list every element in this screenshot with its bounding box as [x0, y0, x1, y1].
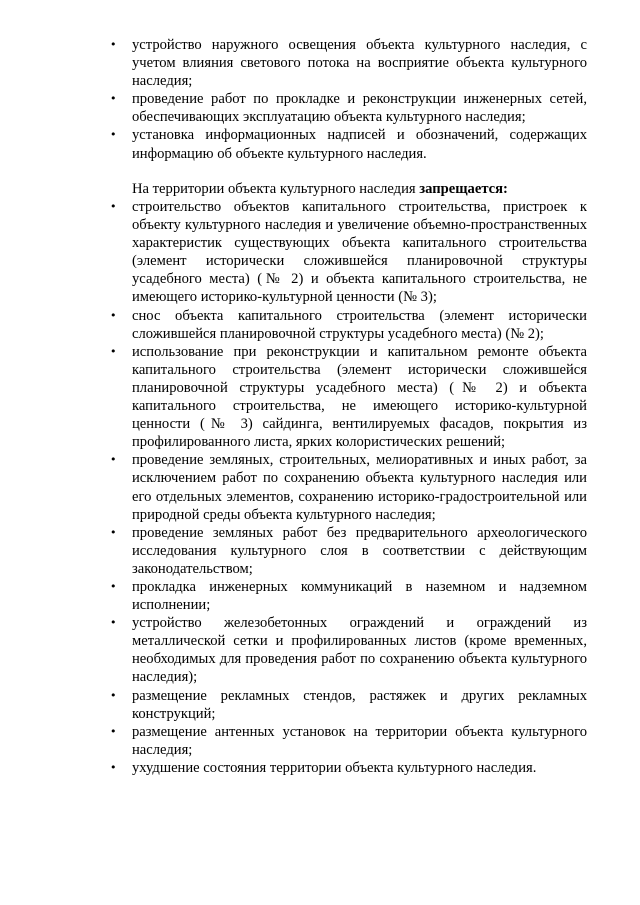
bullet-icon: • [110, 760, 117, 774]
bullet-icon: • [110, 200, 117, 213]
prohibited-intro [132, 180, 587, 198]
bullet-icon: • [110, 724, 117, 738]
list-item [110, 759, 587, 777]
bullet-icon: • [110, 453, 117, 467]
list-item-text: проведение земляных работ без предварительного археологического исследования культурного слоя в соответствии с действующим законодательством; [132, 524, 587, 577]
list-item-text: снос объекта капитального строительства (элемент исторически сложившейся планировочной структуры усадебного места) (№ 2); [132, 307, 587, 342]
bullet-icon: • [110, 688, 117, 702]
prohibited-intro-text: На территории объекта культурного наследия [132, 181, 420, 197]
list-item [110, 614, 587, 686]
list-item [110, 126, 587, 162]
permitted-works-list [110, 36, 587, 163]
list-item [110, 343, 587, 452]
list-item [110, 36, 587, 90]
list-item-text: использование при реконструкции и капитальном ремонте объекта капитального строительства (элемент исторически сложившейся планировочной структуры усадебного места) (№ 2) и объекта капитального строительства, не имеющего историко-культурной ценности (№ 3) сайдинга, вентилируемых фасадов, покрытия из профилированного листа, ярких колористических решений; [132, 343, 587, 451]
list-item-text: установка информационных надписей и обозначений, содержащих информацию об объекте культурного наследия. [132, 127, 587, 162]
bullet-icon: • [110, 128, 117, 142]
bullet-icon: • [110, 92, 117, 106]
prohibited-intro-emphasis: запрещается: [419, 181, 508, 197]
list-item [110, 307, 587, 343]
bullet-icon: • [110, 579, 117, 593]
list-item-text: проведение работ по прокладке и реконструкции инженерных сетей, обеспечивающих эксплуатацию объекта культурного наследия; [132, 91, 587, 126]
prohibited-works-list [110, 198, 587, 777]
list-item-text: проведение земляных, строительных, мелиоративных и иных работ, за исключением работ по сохранению объекта культурного наследия или его отдельных элементов, сохранению историко-градостроительной или природной среды объекта культурного наследия; [132, 452, 587, 523]
bullet-icon: • [110, 308, 117, 322]
list-item-text: ухудшение состояния территории объекта культурного наследия. [132, 759, 537, 776]
list-item [110, 198, 587, 307]
bullet-icon: • [110, 344, 117, 358]
list-item [110, 451, 587, 523]
list-item [110, 524, 587, 578]
list-item-text: размещение антенных установок на территории объекта культурного наследия; [132, 723, 587, 758]
bullet-icon: • [110, 38, 117, 51]
list-item [110, 578, 587, 614]
list-item [110, 90, 587, 126]
bullet-icon: • [110, 525, 117, 539]
bullet-icon: • [110, 616, 117, 630]
list-item-text: размещение рекламных стендов, растяжек и других рекламных конструкций; [132, 687, 587, 722]
list-item-text: устройство наружного освещения объекта культурного наследия, с учетом влияния светового потока на восприятие объекта культурного наследия; [132, 37, 587, 90]
list-item-text: устройство железобетонных ограждений и ограждений из металлической сетки и профилированных листов (кроме временных, необходимых для проведения работ по сохранению объекта культурного наследия); [132, 615, 587, 686]
list-item-text: строительство объектов капитального строительства, пристроек к объекту культурного наследия и увеличение объемно-пространственных характеристик существующих объекта капитального строительства (элемент исторически сложившейся планировочной структуры усадебного места) (№ 2) и объекта капитального строительства, не имеющего историко-культурной ценности (№ 3); [132, 199, 587, 306]
list-item [110, 723, 587, 759]
list-item-text: прокладка инженерных коммуникаций в наземном и надземном исполнении; [132, 578, 587, 614]
list-item [110, 687, 587, 723]
